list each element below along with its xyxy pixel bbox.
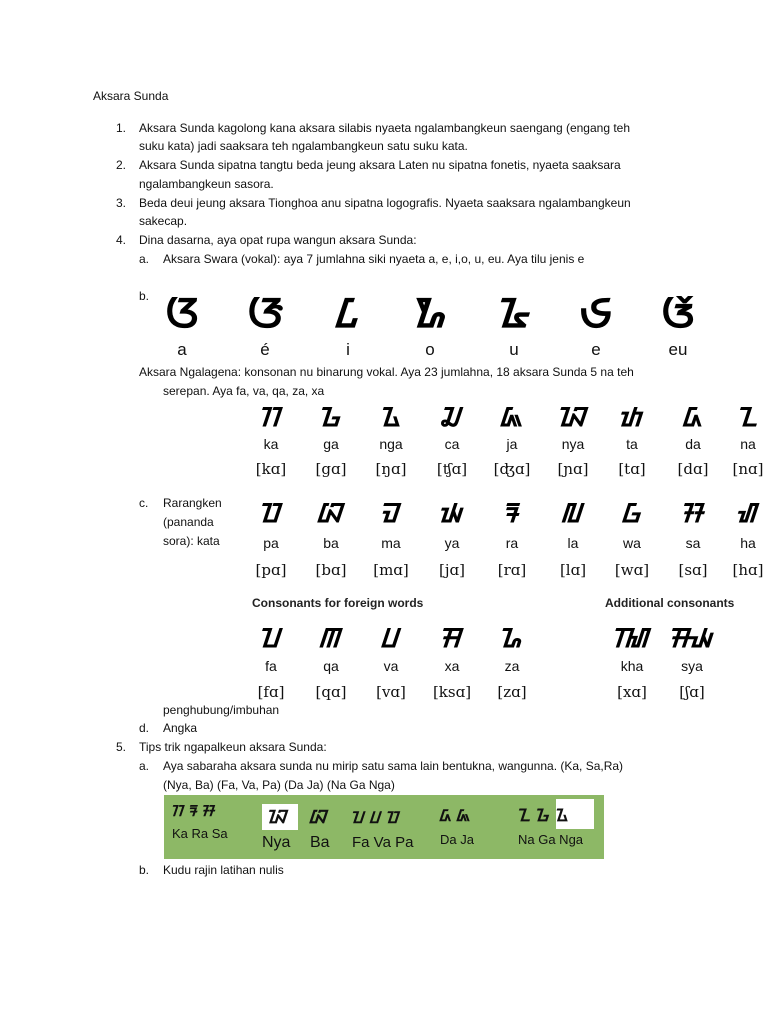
vowel-glyph: ᮈ [580,291,612,337]
consonant-ipa: [ŋɑ] [375,460,407,478]
list-text: sakecap. [139,214,188,228]
consonant-ipa: [rɑ] [497,561,527,579]
consonant-latin: va [383,658,399,674]
consonant-latin: ja [506,436,518,452]
vowel-latin: i [346,340,350,359]
vowel-glyph: ᮃ [164,291,200,337]
consonant-latin: kha [620,658,644,674]
group-glyphs: ᮖ ᮗ ᮕ [352,808,400,827]
ngalagena-text: serepan. Aya fa, va, qa, za, xa [163,384,325,398]
sub-text: penghubung/imbuhan [163,703,280,717]
foreign-header: Consonants for foreign words [252,596,424,610]
consonant-glyph: ᮌ [320,403,342,433]
vowel-glyph: ᮄ [336,291,360,337]
consonant-ipa: [ksɑ] [432,683,472,701]
sub-text: Aya sabaraha aksara sunda nu mirip satu sama lain bentukna, wangunna. (Ka, Sa,Ra) [163,759,624,773]
consonant-latin: xa [444,658,460,674]
consonant-glyph: ᮘ [318,499,344,529]
list-text: ngalambangkeun sasora. [139,177,274,191]
consonant-latin: la [567,535,579,551]
consonant-ipa: [ɲɑ] [557,460,589,478]
consonant-glyph: ᮚ [440,499,464,529]
consonant-latin: qa [323,658,339,674]
consonant-ipa: [vɑ] [376,683,406,701]
consonant-latin: ga [323,436,339,452]
consonant-glyph: ᮏ [501,403,523,433]
list-text: suku kata) jadi saaksara teh ngalambangkeun satu suku kata. [139,139,468,153]
list-number: 4. [116,233,127,247]
list-text: Aksara Sunda sipatna tangtu beda jeung aksara Laten nu sipatna fonetis, nyaeta saaksara [139,158,621,172]
consonant-glyph: ᮯ [670,624,714,654]
group-glyphs: ᮑ [268,807,288,828]
vowel-latin: u [509,340,519,359]
group-label: Na Ga Nga [518,832,584,847]
list-number: 3. [116,196,127,210]
consonant-glyph: ᮔ [738,403,758,433]
consonant-latin: ba [323,535,339,551]
consonant-glyph: ᮐ [501,624,523,654]
consonant-glyph: ᮛ [505,499,519,529]
consonant-latin: nya [561,436,585,452]
consonant-ipa: [hɑ] [732,561,764,579]
sub-text: (pananda [163,515,214,529]
consonant-ipa: [xɑ] [617,683,647,701]
consonant-latin: ka [263,436,279,452]
consonant-glyph: ᮓ [683,403,703,433]
sub-text: Kudu rajin latihan nulis [163,863,284,877]
consonant-glyph: ᮟ [441,624,463,654]
consonant-latin: fa [265,658,277,674]
consonant-glyph: ᮠ [737,499,759,529]
sub-label: b. [139,289,150,303]
sub-text: Aksara Swara (vokal): aya 7 jumlahna siki nyaeta a, e, i,o, u, eu. Aya tilu jenis e [163,252,585,266]
consonant-latin: ca [444,436,460,452]
consonant-glyph: ᮊ [260,403,282,433]
sub-label: d. [139,721,150,735]
group-glyphs: ᮔ ᮌ ᮍ [518,806,569,826]
consonant-latin: za [504,658,520,674]
consonant-latin: ya [444,535,460,551]
consonant-latin: da [685,436,701,452]
consonant-latin: sya [681,658,703,674]
consonant-latin: ha [740,535,756,551]
consonant-glyph: ᮑ [558,403,587,433]
consonant-glyph: ᮝ [623,499,641,529]
group-label: Da Ja [440,832,474,847]
consonant-glyph: ᮒ [620,403,644,433]
consonant-glyph: ᮮ [614,624,650,654]
consonant-ipa: [ʃɑ] [679,683,705,701]
vowel-latin: eu [668,340,688,359]
consonant-latin: na [740,436,756,452]
consonant-ipa: [gɑ] [315,460,347,478]
group-glyphs: ᮊ ᮛ ᮞ [172,802,215,820]
consonant-latin: sa [685,535,701,551]
vowel-latin: e [591,340,601,359]
sub-label: a. [139,252,150,266]
consonant-latin: ma [381,535,401,551]
consonant-ipa: [kɑ] [255,460,287,478]
consonant-ipa: [dɑ] [677,460,709,478]
list-text: Beda deui jeung aksara Tionghoa anu sipatna logografis. Nyaeta saaksara ngalambangkeun [139,196,631,210]
consonant-latin: nga [379,436,403,452]
consonant-ipa: [bɑ] [315,561,347,579]
ngalagena-text: Aksara Ngalagena: konsonan nu binarung vokal. Aya 23 jumlahna, 18 aksara Sunda 5 na teh [139,365,634,379]
consonant-ipa: [ʧɑ] [436,460,468,478]
sub-text: Rarangken [163,496,222,510]
group-label: Ba [310,834,330,851]
sub-label: a. [139,759,150,773]
group-label: Fa Va Pa [352,834,414,851]
consonant-ipa: [wɑ] [614,561,650,579]
consonant-glyph: ᮖ [260,624,282,654]
sub-text: (Nya, Ba) (Fa, Va, Pa) (Da Ja) (Na Ga Nga) [163,778,395,792]
group-label: Nya [262,834,291,851]
consonant-glyph: ᮞ [682,499,704,529]
list-text: Tips trik ngapalkeun aksara Sunda: [139,740,327,754]
consonant-ipa: [nɑ] [732,460,764,478]
list-text: Dina dasarna, aya opat rupa wangun aksara Sunda: [139,233,417,247]
consonant-ipa: [jɑ] [439,561,465,579]
consonant-glyph: ᮍ [381,403,401,433]
group-glyphs: ᮓ ᮏ [440,806,471,825]
consonant-glyph: ᮕ [260,499,282,529]
consonant-ipa: [pɑ] [255,561,287,579]
vowel-glyph: ᮉ [660,291,696,337]
consonant-latin: ta [626,436,638,452]
consonant-ipa: [sɑ] [678,561,708,579]
sub-label: b. [139,863,150,877]
page-title: Aksara Sunda [93,89,169,103]
consonant-glyph: ᮗ [382,624,400,654]
consonant-latin: pa [263,535,279,551]
list-number: 1. [116,121,127,135]
consonant-glyph: ᮋ [320,624,342,654]
consonant-latin: ra [505,535,519,551]
additional-header: Additional consonants [605,596,735,610]
sub-label: c. [139,496,149,510]
sub-text: sora): kata [163,534,220,548]
consonant-glyph: ᮙ [382,499,400,529]
group-glyphs: ᮘ [310,807,328,828]
consonant-ipa: [tɑ] [618,460,646,478]
sub-text: Angka [163,721,198,735]
vowel-glyph: ᮅ [498,291,530,337]
consonant-ipa: [ʤɑ] [493,460,531,478]
vowel-latin: é [260,340,270,359]
consonant-ipa: [mɑ] [373,561,409,579]
consonant-glyph: ᮎ [442,403,462,433]
vowel-latin: a [177,340,187,359]
consonant-glyph: ᮜ [562,499,584,529]
list-number: 5. [116,740,127,754]
consonant-latin: wa [623,535,641,551]
consonant-ipa: [zɑ] [497,683,527,701]
vowel-latin: o [425,340,435,359]
vowel-glyph: ᮆ [246,291,284,337]
vowel-glyph: ᮇ [413,291,447,337]
list-number: 2. [116,158,127,172]
list-text: Aksara Sunda kagolong kana aksara silabis nyaeta ngalambangkeun saengang (engang teh [139,121,631,135]
consonant-ipa: [fɑ] [257,683,285,701]
consonant-ipa: [lɑ] [559,561,587,579]
group-label: Ka Ra Sa [172,826,228,841]
consonant-ipa: [qɑ] [315,683,347,701]
